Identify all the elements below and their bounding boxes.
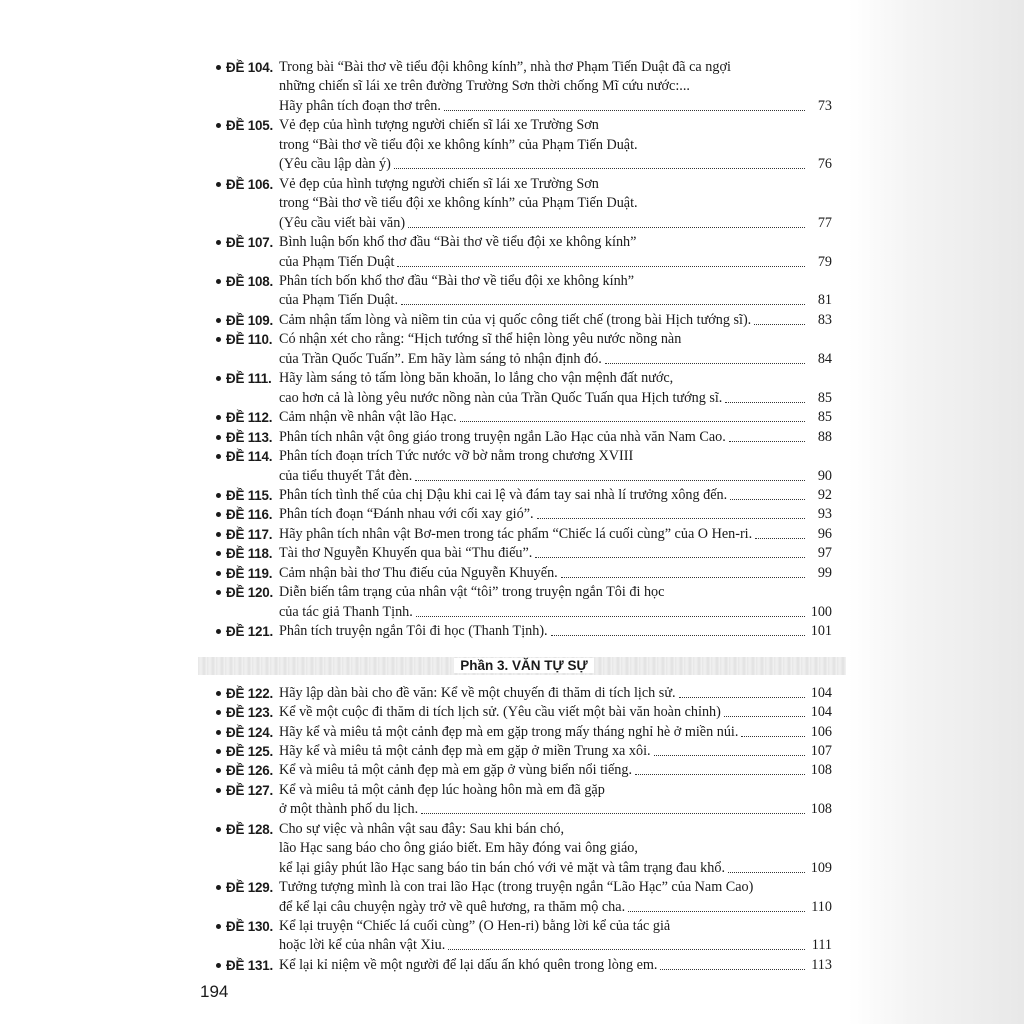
toc-entry xyxy=(216,684,832,703)
entry-text-line: Kể và miêu tả một cảnh đẹp lúc hoàng hôn mà em đã gặp xyxy=(279,781,605,798)
entry-last-line xyxy=(279,603,832,622)
entry-last-line xyxy=(279,467,832,486)
toc-entry xyxy=(216,330,832,369)
entry-last-line xyxy=(279,291,832,310)
entry-text-line: Hãy phân tích đoạn thơ trên. xyxy=(279,97,441,114)
entry-text-line: Phân tích truyện ngắn Tôi đi học (Thanh Tịnh). xyxy=(279,623,548,640)
entry-text-line: Hãy lập dàn bài cho đề văn: Kể về một chuyến đi thăm di tích lịch sử. xyxy=(279,684,676,701)
bullet-icon xyxy=(216,240,221,245)
entry-last-line xyxy=(279,544,832,563)
entry-text-line: Phân tích nhân vật ông giáo trong truyện ngắn Lão Hạc của nhà văn Nam Cao. xyxy=(279,428,726,445)
entry-page-number: 79 xyxy=(817,253,832,270)
entry-page-number: 93 xyxy=(817,506,832,523)
entry-text-line: (Yêu cầu viết bài văn) xyxy=(279,214,406,231)
entry-text-line: Phân tích bốn khổ thơ đầu “Bài thơ về tiểu đội xe không kính” xyxy=(279,272,635,289)
dot-leader xyxy=(415,467,805,481)
entry-page-number: 76 xyxy=(817,156,832,173)
dot-leader xyxy=(679,684,805,698)
dot-leader xyxy=(741,723,805,737)
entry-page-number: 109 xyxy=(810,859,832,876)
entry-number: ĐỀ 114. xyxy=(226,449,273,465)
toc-entry xyxy=(216,116,832,174)
entry-number: ĐỀ 111. xyxy=(226,371,272,387)
entry-text-line: Hãy kể và miêu tả một cảnh đẹp mà em gặp ở miền Trung xa xôi. xyxy=(279,742,651,759)
entry-last-line xyxy=(279,97,832,116)
entry-number: ĐỀ 121. xyxy=(226,624,273,640)
dot-leader xyxy=(605,350,805,364)
dot-leader xyxy=(724,703,805,717)
entry-text-line: Kể về một cuộc đi thăm di tích lịch sử. (Yêu cầu viết một bài văn hoàn chỉnh) xyxy=(279,704,721,721)
dot-leader xyxy=(635,761,805,775)
dot-leader xyxy=(654,742,805,756)
entry-last-line xyxy=(279,684,832,703)
entry-text-line: Cảm nhận bài thơ Thu điếu của Nguyễn Khuyến. xyxy=(279,564,558,581)
entry-last-line xyxy=(279,350,832,369)
entry-page-number: 104 xyxy=(810,704,832,721)
bullet-icon xyxy=(216,435,221,440)
entry-last-line xyxy=(279,564,832,583)
entry-number: ĐỀ 106. xyxy=(226,176,273,192)
entry-page-number: 101 xyxy=(810,623,832,640)
bullet-icon xyxy=(216,827,221,832)
entry-page-number: 88 xyxy=(817,428,832,445)
entry-text-line: Bình luận bốn khổ thơ đầu “Bài thơ về tiểu đội xe không kính” xyxy=(279,234,637,251)
toc-entry xyxy=(216,175,832,233)
entry-text-line: Kể lại kỉ niệm về một người để lại dấu ấn khó quên trong lòng em. xyxy=(279,956,658,973)
entry-text-line: Vẻ đẹp của hình tượng người chiến sĩ lái xe Trường Sơn xyxy=(279,117,599,134)
toc-entry xyxy=(216,233,832,272)
entry-text-line: Hãy phân tích nhân vật Bơ-men trong tác phẩm “Chiếc lá cuối cùng” của O Hen-ri. xyxy=(279,525,753,542)
entry-text-line: Phân tích tình thế của chị Dậu khi cai lệ và đám tay sai nhà lí trưởng xông đến. xyxy=(279,486,728,503)
entry-last-line xyxy=(279,956,832,975)
entry-page-number: 113 xyxy=(811,956,832,973)
entry-page-number: 108 xyxy=(810,801,832,818)
dot-leader xyxy=(728,859,805,873)
entry-number: ĐỀ 125. xyxy=(226,743,273,759)
dot-leader xyxy=(628,898,805,912)
entry-text-line: Phân tích đoạn “Đánh nhau với cối xay gió”. xyxy=(279,506,534,523)
toc-entry xyxy=(216,917,832,956)
entry-last-line xyxy=(279,505,832,524)
dot-leader xyxy=(729,428,805,442)
entry-page-number: 99 xyxy=(817,564,832,581)
entry-number: ĐỀ 109. xyxy=(226,312,273,328)
bullet-icon xyxy=(216,691,221,696)
entry-text-line: Trong bài “Bài thơ về tiểu đội không kính”, nhà thơ Phạm Tiến Duật đã ca ngợi xyxy=(279,59,731,75)
entry-page-number: 85 xyxy=(817,409,832,426)
entry-number: ĐỀ 110. xyxy=(226,332,273,348)
bullet-icon xyxy=(216,749,221,754)
entry-number: ĐỀ 113. xyxy=(226,429,273,445)
bullet-icon xyxy=(216,571,221,576)
bullet-icon xyxy=(216,182,221,187)
dot-leader xyxy=(416,603,805,617)
entry-number: ĐỀ 108. xyxy=(226,273,273,289)
entry-text-line: Hãy kể và miêu tả một cảnh đẹp mà em gặp trong mấy tháng nghỉ hè ở miền núi. xyxy=(279,723,739,740)
entry-last-line xyxy=(279,525,832,544)
bullet-icon xyxy=(216,123,221,128)
entry-text-line: Cảm nhận về nhân vật lão Hạc. xyxy=(279,409,457,426)
toc-part2-list xyxy=(216,58,832,642)
entry-last-line xyxy=(279,742,832,761)
toc-entry xyxy=(216,58,832,116)
toc-entry xyxy=(216,956,832,975)
entry-number: ĐỀ 118. xyxy=(226,546,273,562)
entry-text-line: Có nhận xét cho rằng: “Hịch tướng sĩ thể hiện lòng yêu nước nồng nàn xyxy=(279,331,682,348)
entry-page-number: 100 xyxy=(810,603,832,620)
toc-entry xyxy=(216,428,832,447)
entry-text-line: Hãy làm sáng tỏ tấm lòng băn khoăn, lo lắng cho vận mệnh đất nước, xyxy=(279,370,674,387)
section-title: Phần 3. VĂN TỰ SỰ xyxy=(454,658,593,673)
entry-text-line: Cảm nhận tấm lòng và niềm tin của vị quốc công tiết chế (trong bài Hịch tướng sĩ). xyxy=(279,311,752,328)
entry-last-line xyxy=(279,311,832,330)
toc-entry xyxy=(216,447,832,486)
entry-text-line: trong “Bài thơ về tiểu đội xe không kính” của Phạm Tiến Duật. xyxy=(279,136,638,153)
dot-leader xyxy=(755,525,805,539)
entry-number: ĐỀ 112. xyxy=(226,410,273,426)
bullet-icon xyxy=(216,629,221,634)
entry-number: ĐỀ 128. xyxy=(226,821,273,837)
bullet-icon xyxy=(216,65,221,70)
dot-leader xyxy=(394,155,805,169)
bullet-icon xyxy=(216,337,221,342)
entry-last-line xyxy=(279,408,832,427)
toc-entry xyxy=(216,525,832,544)
toc-entry xyxy=(216,761,832,780)
entry-page-number: 96 xyxy=(817,525,832,542)
bullet-icon xyxy=(216,768,221,773)
entry-text-line: Phân tích đoạn trích Tức nước vỡ bờ nằm trong chương XVIII xyxy=(279,448,634,465)
bullet-icon xyxy=(216,532,221,537)
toc-entry xyxy=(216,564,832,583)
entry-number: ĐỀ 127. xyxy=(226,782,273,798)
entry-last-line xyxy=(279,214,832,233)
entry-number: ĐỀ 117. xyxy=(226,526,273,542)
entry-page-number: 85 xyxy=(817,389,832,406)
toc-part3-list xyxy=(216,684,832,976)
toc-entry xyxy=(216,408,832,427)
toc-entry xyxy=(216,505,832,524)
entry-page-number: 81 xyxy=(817,292,832,309)
entry-text-line: ở một thành phố du lịch. xyxy=(279,801,419,818)
entry-page-number: 106 xyxy=(810,723,832,740)
dot-leader xyxy=(754,311,805,325)
entry-text-line: của Trần Quốc Tuấn”. Em hãy làm sáng tỏ nhận định đó. xyxy=(279,350,602,367)
bullet-icon xyxy=(216,279,221,284)
entry-page-number: 111 xyxy=(811,937,832,954)
entry-last-line xyxy=(279,800,832,819)
dot-leader xyxy=(421,800,805,814)
entry-number: ĐỀ 126. xyxy=(226,763,273,779)
entry-page-number: 104 xyxy=(810,684,832,701)
entry-page-number: 97 xyxy=(817,545,832,562)
bullet-icon xyxy=(216,924,221,929)
bullet-icon xyxy=(216,318,221,323)
entry-number: ĐỀ 120. xyxy=(226,585,273,601)
entry-number: ĐỀ 131. xyxy=(226,957,273,973)
section-heading xyxy=(216,648,832,684)
entry-text-line: những chiến sĩ lái xe trên đường Trường Sơn thời chống Mĩ cứu nước:... xyxy=(279,78,690,95)
entry-number: ĐỀ 129. xyxy=(226,880,273,896)
entry-number: ĐỀ 116. xyxy=(226,507,273,523)
entry-last-line xyxy=(279,389,832,408)
entry-last-line xyxy=(279,898,832,917)
toc-entry xyxy=(216,878,832,917)
entry-last-line xyxy=(279,486,832,505)
entry-text-line: của Phạm Tiến Duật. xyxy=(279,292,399,309)
entry-text-line: lão Hạc sang báo cho ông giáo biết. Em hãy đóng vai ông giáo, xyxy=(279,840,638,857)
bullet-icon xyxy=(216,415,221,420)
toc-entry xyxy=(216,723,832,742)
entry-number: ĐỀ 105. xyxy=(226,118,273,134)
entry-number: ĐỀ 124. xyxy=(226,724,273,740)
toc-entry xyxy=(216,369,832,408)
dot-leader xyxy=(551,622,805,636)
entry-number: ĐỀ 130. xyxy=(226,919,273,935)
toc-entry xyxy=(216,622,832,641)
entry-page-number: 84 xyxy=(817,350,832,367)
bullet-icon xyxy=(216,730,221,735)
page-number: 194 xyxy=(200,982,229,1001)
entry-number: ĐỀ 122. xyxy=(226,685,273,701)
toc-entry xyxy=(216,544,832,563)
entry-page-number: 92 xyxy=(817,486,832,503)
dot-leader xyxy=(448,936,805,950)
entry-text-line: trong “Bài thơ về tiểu đội xe không kính” của Phạm Tiến Duật. xyxy=(279,195,638,212)
entry-text-line: kể lại giây phút lão Hạc sang báo tin bán chó với vẻ mặt và tâm trạng đau khổ. xyxy=(279,859,726,876)
dot-leader xyxy=(397,253,805,267)
entry-last-line xyxy=(279,723,832,742)
toc-entry xyxy=(216,781,832,820)
toc-entry xyxy=(216,703,832,722)
entry-last-line xyxy=(279,253,832,272)
entry-last-line xyxy=(279,155,832,174)
toc-entry xyxy=(216,311,832,330)
bullet-icon xyxy=(216,454,221,459)
entry-text-line: cao hơn cả là lòng yêu nước nồng nàn của Trần Quốc Tuấn qua Hịch tướng sĩ. xyxy=(279,389,723,406)
bullet-icon xyxy=(216,493,221,498)
bullet-icon xyxy=(216,376,221,381)
entry-number: ĐỀ 119. xyxy=(226,565,273,581)
entry-text-line: để kể lại câu chuyện ngày trở về quê hương, ra thăm mộ cha. xyxy=(279,898,626,915)
bullet-icon xyxy=(216,788,221,793)
entry-text-line: của tiểu thuyết Tắt đèn. xyxy=(279,467,413,484)
entry-text-line: Kể lại truyện “Chiếc lá cuối cùng” (O Hen-ri) bằng lời kể của tác giả xyxy=(279,918,671,935)
dot-leader xyxy=(460,408,805,422)
entry-text-line: hoặc lời kể của nhân vật Xiu. xyxy=(279,937,446,954)
bullet-icon xyxy=(216,590,221,595)
entry-text-line: của tác giả Thanh Tịnh. xyxy=(279,603,413,620)
toc-entry xyxy=(216,583,832,622)
bullet-icon xyxy=(216,512,221,517)
entry-number: ĐỀ 104. xyxy=(226,60,273,75)
entry-page-number: 73 xyxy=(817,97,832,114)
entry-number: ĐỀ 107. xyxy=(226,235,273,251)
bullet-icon xyxy=(216,885,221,890)
entry-text-line: Tài thơ Nguyễn Khuyến qua bài “Thu điếu”. xyxy=(279,545,533,562)
entry-page-number: 83 xyxy=(817,311,832,328)
entry-text-line: Diễn biến tâm trạng của nhân vật “tôi” trong truyện ngắn Tôi đi học xyxy=(279,584,665,601)
dot-leader xyxy=(730,486,805,500)
toc-entry xyxy=(216,486,832,505)
entry-text-line: Vẻ đẹp của hình tượng người chiến sĩ lái xe Trường Sơn xyxy=(279,175,599,192)
entry-last-line xyxy=(279,622,832,641)
bullet-icon xyxy=(216,963,221,968)
entry-number: ĐỀ 115. xyxy=(226,487,273,503)
entry-text-line: Cho sự việc và nhân vật sau đây: Sau khi bán chó, xyxy=(279,820,565,837)
entry-text-line: (Yêu cầu lập dàn ý) xyxy=(279,156,391,173)
bullet-icon xyxy=(216,551,221,556)
entry-page-number: 110 xyxy=(811,898,832,915)
toc-entry xyxy=(216,820,832,878)
toc-entry xyxy=(216,272,832,311)
toc-entry xyxy=(216,742,832,761)
entry-page-number: 107 xyxy=(810,742,832,759)
entry-text-line: của Phạm Tiến Duật xyxy=(279,253,395,270)
entry-number: ĐỀ 123. xyxy=(226,705,273,721)
entry-page-number: 77 xyxy=(817,214,832,231)
dot-leader xyxy=(725,389,805,403)
dot-leader xyxy=(401,291,805,305)
entry-last-line xyxy=(279,761,832,780)
bullet-icon xyxy=(216,710,221,715)
dot-leader xyxy=(535,544,805,558)
entry-page-number: 108 xyxy=(810,762,832,779)
table-of-contents xyxy=(216,58,832,975)
entry-text-line: Tưởng tượng mình là con trai lão Hạc (trong truyện ngắn “Lão Hạc” của Nam Cao) xyxy=(279,879,754,896)
entry-page-number: 90 xyxy=(817,467,832,484)
dot-leader xyxy=(408,214,805,228)
dot-leader xyxy=(537,505,805,519)
entry-last-line xyxy=(279,428,832,447)
entry-last-line xyxy=(279,859,832,878)
entry-text-line: Kể và miêu tả một cảnh đẹp mà em gặp ở vùng biển nổi tiếng. xyxy=(279,762,633,779)
dot-leader xyxy=(660,956,805,970)
dot-leader xyxy=(561,564,805,578)
entry-last-line xyxy=(279,703,832,722)
dot-leader xyxy=(444,97,805,111)
entry-last-line xyxy=(279,936,832,955)
page-edge-shadow xyxy=(849,0,1024,1024)
